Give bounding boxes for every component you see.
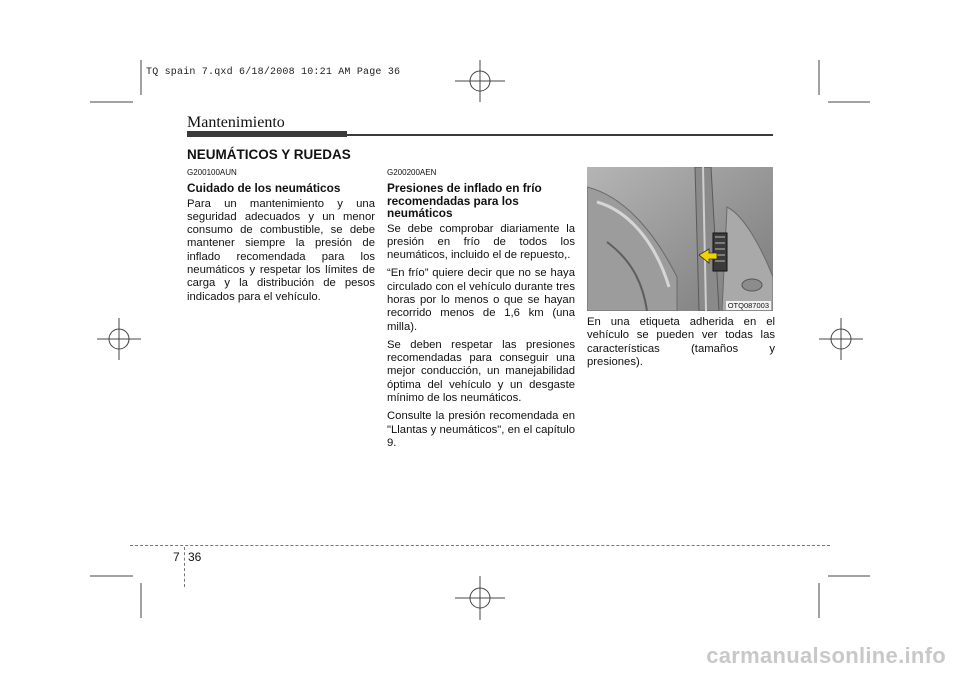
paragraph: Se deben respetar las presiones recomendadas para conseguir una mejor conducción, un manejabilidad óptima del vehículo y un desgaste mínimo de los neumáticos.	[387, 338, 575, 405]
paragraph: Para un mantenimiento y una seguridad adecuados y un menor consumo de combustible, se debe mantener siempre la presión de inflado recomendada para los neumáticos y respetar los límites de carga y la distribución de pesos indicados para el vehículo.	[187, 197, 375, 303]
section-code: G200200AEN	[387, 168, 437, 177]
section-title: NEUMÁTICOS Y RUEDAS	[187, 147, 351, 162]
figure-code: OTQ087003	[727, 301, 769, 310]
paragraph: Se debe comprobar diariamente la presión en frío de todos los neumáticos, incluido el de repuesto,.	[387, 222, 575, 262]
paragraph: Consulte la presión recomendada en "Llantas y neumáticos", en el capítulo 9.	[387, 410, 575, 449]
registration-mark-left	[97, 318, 141, 360]
watermark: carmanualsonline.info	[706, 643, 946, 668]
page-number: 36	[188, 550, 202, 564]
column-2	[387, 168, 575, 455]
header-rule	[347, 134, 773, 136]
paragraph: En una etiqueta adherida en el vehículo se pueden ver todas las características (tamaños y presiones).	[587, 316, 775, 368]
section-code: G200100AUN	[187, 168, 237, 177]
column-3	[587, 316, 775, 374]
registration-mark-bottom	[455, 576, 505, 620]
registration-mark-right	[819, 318, 863, 360]
subsection-heading: Cuidado de los neumáticos	[187, 181, 341, 195]
door-frame-illustration	[587, 167, 773, 311]
registration-mark-top	[455, 60, 505, 102]
header-bar	[187, 131, 347, 137]
column-1	[187, 168, 375, 309]
subsection-heading: Presiones de inflado en frío recomendadas para los neumáticos	[387, 181, 542, 220]
chapter-header-title: Mantenimiento	[187, 114, 285, 131]
print-slug: TQ spain 7.qxd 6/18/2008 10:21 AM Page 36	[146, 67, 401, 78]
footer-rule	[130, 545, 830, 546]
paragraph: “En frío” quiere decir que no se haya circulado con el vehículo durante tres horas por lo menos o que se hayan recorrido menos de 1,6 km (una milla).	[387, 267, 575, 333]
page-number-divider	[184, 547, 185, 587]
chapter-number: 7	[173, 550, 180, 564]
tire-label-photo	[587, 167, 773, 311]
